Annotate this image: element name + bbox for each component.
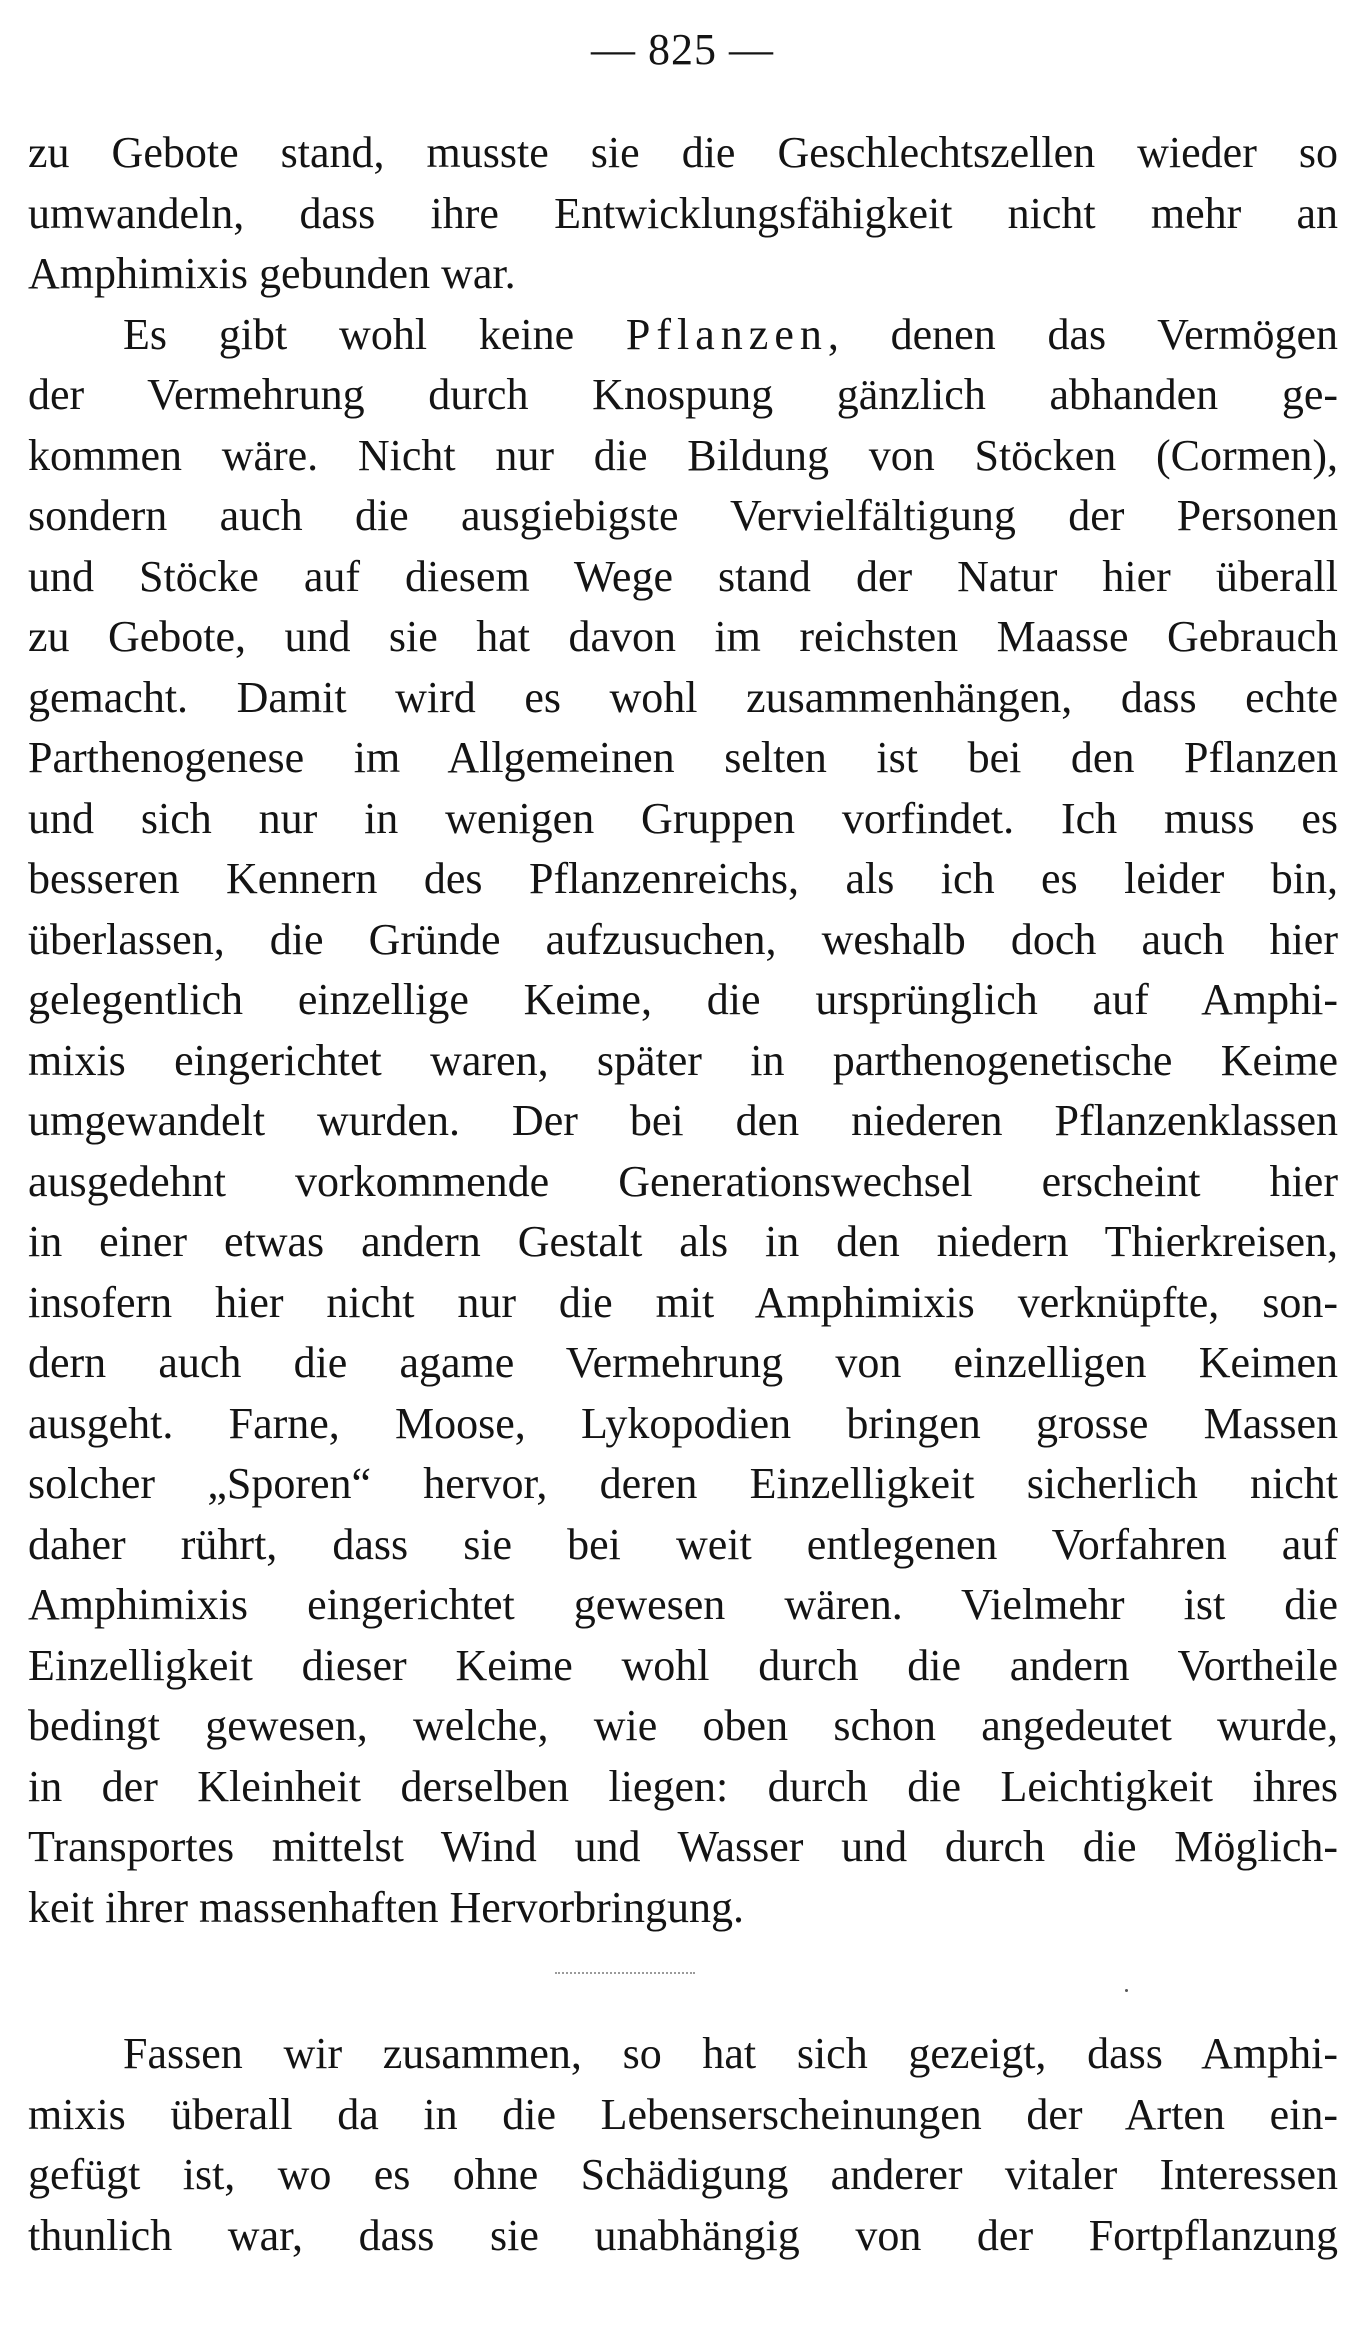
text-line: bedingt gewesen, welche, wie oben schon angedeutet wurde, <box>28 1701 1338 1750</box>
text-line: besseren Kennern des Pflanzenreichs, als ich es leider bin, <box>28 854 1338 903</box>
text-line: dern auch die agame Vermehrung von einzelligen Keimen <box>28 1338 1338 1387</box>
text-line: mixis überall da in die Lebenserscheinungen der Arten ein- <box>28 2089 1338 2139</box>
text-line: mixis eingerichtet waren, später in parthenogenetische Keime <box>28 1035 1338 1085</box>
text-line: Parthenogenese im Allgemeinen selten ist bei den Pflanzen <box>28 733 1338 782</box>
page-number: — 825 — <box>591 25 774 74</box>
text-line: gemacht. Damit wird es wohl zusammenhängen, dass echte <box>28 672 1338 722</box>
text-fragment: Es gibt wohl keine <box>123 309 575 359</box>
emphasized-word: Pflanzen <box>625 309 828 359</box>
text-line: ausgeht. Farne, Moose, Lykopodien bringen grosse Massen <box>28 1398 1338 1448</box>
text-line: sondern auch die ausgiebigste Vervielfältigung der Personen <box>28 491 1338 540</box>
text-line: der Vermehrung durch Knospung gänzlich abhanden ge- <box>28 370 1338 419</box>
text-line: überlassen, die Gründe aufzusuchen, weshalb doch auch hier <box>28 914 1338 964</box>
text-line: Amphimixis gebunden war. <box>28 249 516 298</box>
main-text <box>28 123 1338 1938</box>
text-line: und sich nur in wenigen Gruppen vorfindet. Ich muss es <box>28 793 1338 843</box>
text-fragment: , denen das Vermögen <box>827 309 1338 359</box>
summary-text <box>28 2024 1338 2266</box>
text-line: Transportes mittelst Wind und Wasser und durch die Möglich- <box>28 1822 1338 1871</box>
text-line: und Stöcke auf diesem Wege stand der Natur hier überall <box>28 551 1338 601</box>
text-line: Fassen wir zusammen, so hat sich gezeigt, dass Amphi- <box>123 2029 1338 2078</box>
text-line: daher rührt, dass sie bei weit entlegenen Vorfahren auf <box>28 1519 1338 1569</box>
text-line: Einzelligkeit dieser Keime wohl durch die andern Vortheile <box>28 1640 1338 1690</box>
text-line: gelegentlich einzellige Keime, die ursprünglich auf Amphi- <box>28 975 1338 1024</box>
text-line: umwandeln, dass ihre Entwicklungsfähigkeit nicht mehr an <box>28 188 1338 238</box>
text-line: in der Kleinheit derselben liegen: durch die Leichtigkeit ihres <box>28 1761 1338 1811</box>
text-line: gefügt ist, wo es ohne Schädigung anderer vitaler Interessen <box>28 2150 1338 2199</box>
text-line: zu Gebote, und sie hat davon im reichsten Maasse Gebrauch <box>28 612 1338 661</box>
text-line: umgewandelt wurden. Der bei den niederen Pflanzenklassen <box>28 1096 1338 1145</box>
text-line: kommen wäre. Nicht nur die Bildung von Stöcken (Cormen), <box>28 430 1338 480</box>
section-divider <box>555 1972 695 1974</box>
text-line: solcher „Sporen“ hervor, deren Einzelligkeit sicherlich nicht <box>28 1459 1338 1508</box>
text-line: Amphimixis eingerichtet gewesen wären. Vielmehr ist die <box>28 1580 1338 1629</box>
paragraph-first-line <box>28 305 1338 366</box>
text-line: in einer etwas andern Gestalt als in den niedern Thierkreisen, <box>28 1217 1338 1266</box>
text-line: zu Gebote stand, musste sie die Geschlechtszellen wieder so <box>28 128 1338 177</box>
text-line: insofern hier nicht nur die mit Amphimixis verknüpfte, son- <box>28 1277 1338 1327</box>
text-line: thunlich war, dass sie unabhängig von der Fortpflanzung <box>28 2210 1338 2260</box>
text-line: ausgedehnt vorkommende Generationswechsel erscheint hier <box>28 1156 1338 1206</box>
text-line: keit ihrer massenhaften Hervorbringung. <box>28 1882 744 1932</box>
ink-speck <box>1125 1989 1128 1992</box>
